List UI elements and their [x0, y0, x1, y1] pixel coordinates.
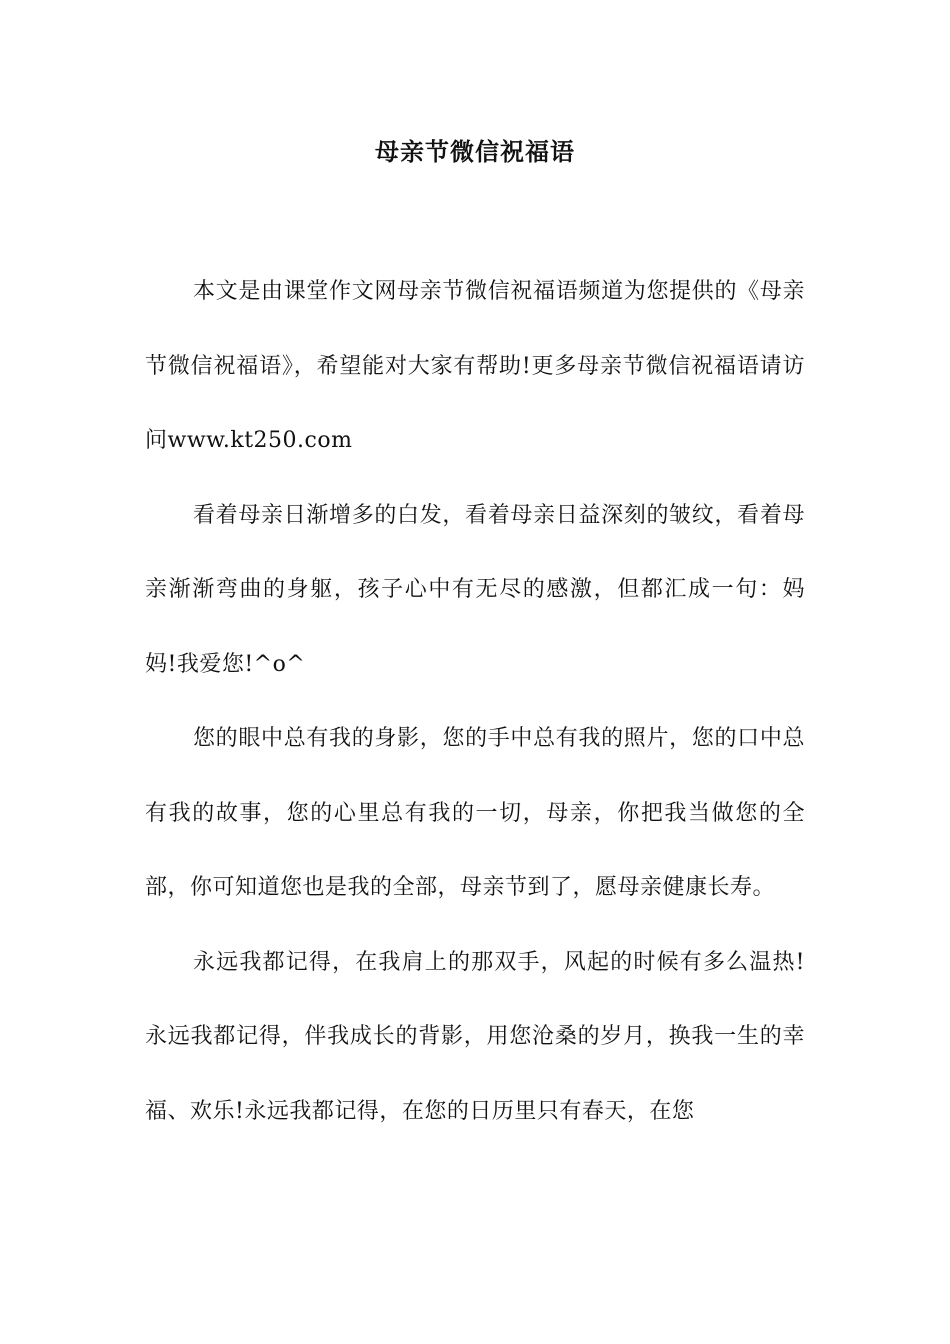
paragraph-blessing-3: 永远我都记得，在我肩上的那双手，风起的时候有多么温热!永远我都记得，伴我成长的背影，用您沧桑的岁月，换我一生的幸福、欢乐!永远我都记得，在您的日历里只有春天，在您 — [145, 949, 805, 1124]
paragraph-blessing-2: 您的眼中总有我的身影，您的手中总有我的照片，您的口中总有我的故事，您的心里总有我的一切，母亲，你把我当做您的全部，你可知道您也是我的全部，母亲节到了，愿母亲健康长寿。 — [145, 726, 805, 900]
paragraph-blessing-1: 看着母亲日渐增多的白发，看着母亲日益深刻的皱纹，看着母亲渐渐弯曲的身躯，孩子心中有无尽的感激，但都汇成一句：妈妈!我爱您!^o^ — [145, 502, 805, 677]
document-title: 母亲节微信祝福语 — [375, 137, 575, 166]
document-body — [145, 255, 805, 1149]
paragraph-intro: 本文是由课堂作文网母亲节微信祝福语频道为您提供的《母亲节微信祝福语》，希望能对大家有帮助!更多母亲节微信祝福语请访问www.kt250.com — [145, 279, 805, 453]
